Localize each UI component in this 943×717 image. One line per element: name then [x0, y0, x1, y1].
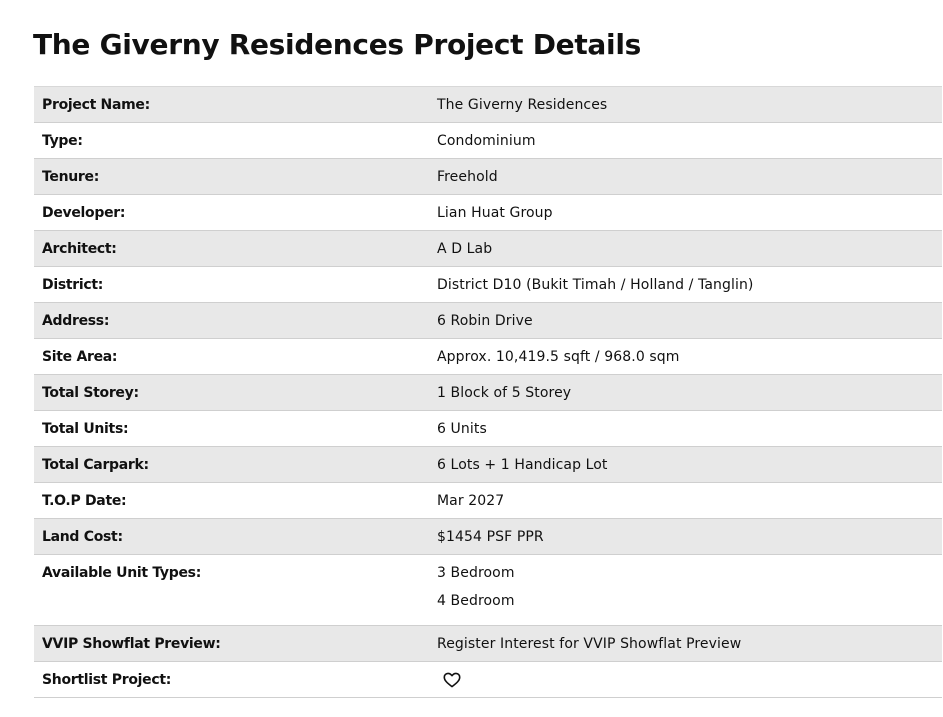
table-row: [34, 87, 942, 123]
table-row: [34, 339, 942, 375]
row-value-site-area: Approx. 10,419.5 sqft / 968.0 sqm: [429, 339, 942, 375]
row-label-shortlist: Shortlist Project:: [34, 662, 429, 698]
row-value-tenure: Freehold: [429, 159, 942, 195]
table-row: [34, 483, 942, 519]
row-label-address: Address:: [34, 303, 429, 339]
row-label-tenure: Tenure:: [34, 159, 429, 195]
table-row: [34, 519, 942, 555]
row-value-developer: Lian Huat Group: [429, 195, 942, 231]
table-row: [34, 159, 942, 195]
row-value-total-storey: 1 Block of 5 Storey: [429, 375, 942, 411]
row-value-shortlist: [429, 662, 942, 698]
row-label-site-area: Site Area:: [34, 339, 429, 375]
unit-type-item: 3 Bedroom: [437, 565, 515, 581]
row-value-total-units: 6 Units: [429, 411, 942, 447]
row-label-total-carpark: Total Carpark:: [34, 447, 429, 483]
row-label-architect: Architect:: [34, 231, 429, 267]
row-label-land-cost: Land Cost:: [34, 519, 429, 555]
row-label-total-units: Total Units:: [34, 411, 429, 447]
project-details-table: [34, 86, 942, 698]
row-value-project-name: The Giverny Residences: [429, 87, 942, 123]
table-row: [34, 662, 942, 698]
table-row: [34, 411, 942, 447]
table-row: [34, 267, 942, 303]
row-value-architect: A D Lab: [429, 231, 942, 267]
row-label-developer: Developer:: [34, 195, 429, 231]
row-value-address: 6 Robin Drive: [429, 303, 942, 339]
unit-type-item: 4 Bedroom: [437, 593, 515, 609]
table-row: [34, 123, 942, 159]
table-row: [34, 626, 942, 662]
table-row: [34, 231, 942, 267]
vvip-showflat-link[interactable]: Register Interest for VVIP Showflat Preview: [429, 626, 942, 662]
row-value-unit-types: [429, 555, 942, 626]
row-label-vvip-showflat: VVIP Showflat Preview:: [34, 626, 429, 662]
row-value-type: Condominium: [429, 123, 942, 159]
row-value-district: District D10 (Bukit Timah / Holland / Tanglin): [429, 267, 942, 303]
table-row: [34, 375, 942, 411]
table-row: [34, 195, 942, 231]
table-row: [34, 447, 942, 483]
row-label-top-date: T.O.P Date:: [34, 483, 429, 519]
row-label-project-name: Project Name:: [34, 87, 429, 123]
table-row: [34, 303, 942, 339]
row-value-total-carpark: 6 Lots + 1 Handicap Lot: [429, 447, 942, 483]
row-label-type: Type:: [34, 123, 429, 159]
row-label-total-storey: Total Storey:: [34, 375, 429, 411]
row-value-top-date: Mar 2027: [429, 483, 942, 519]
table-row: [34, 555, 942, 626]
row-label-unit-types: Available Unit Types:: [34, 555, 429, 626]
row-label-district: District:: [34, 267, 429, 303]
page-title: The Giverny Residences Project Details: [33, 28, 641, 61]
row-value-land-cost: $1454 PSF PPR: [429, 519, 942, 555]
heart-outline-icon[interactable]: [443, 672, 461, 688]
